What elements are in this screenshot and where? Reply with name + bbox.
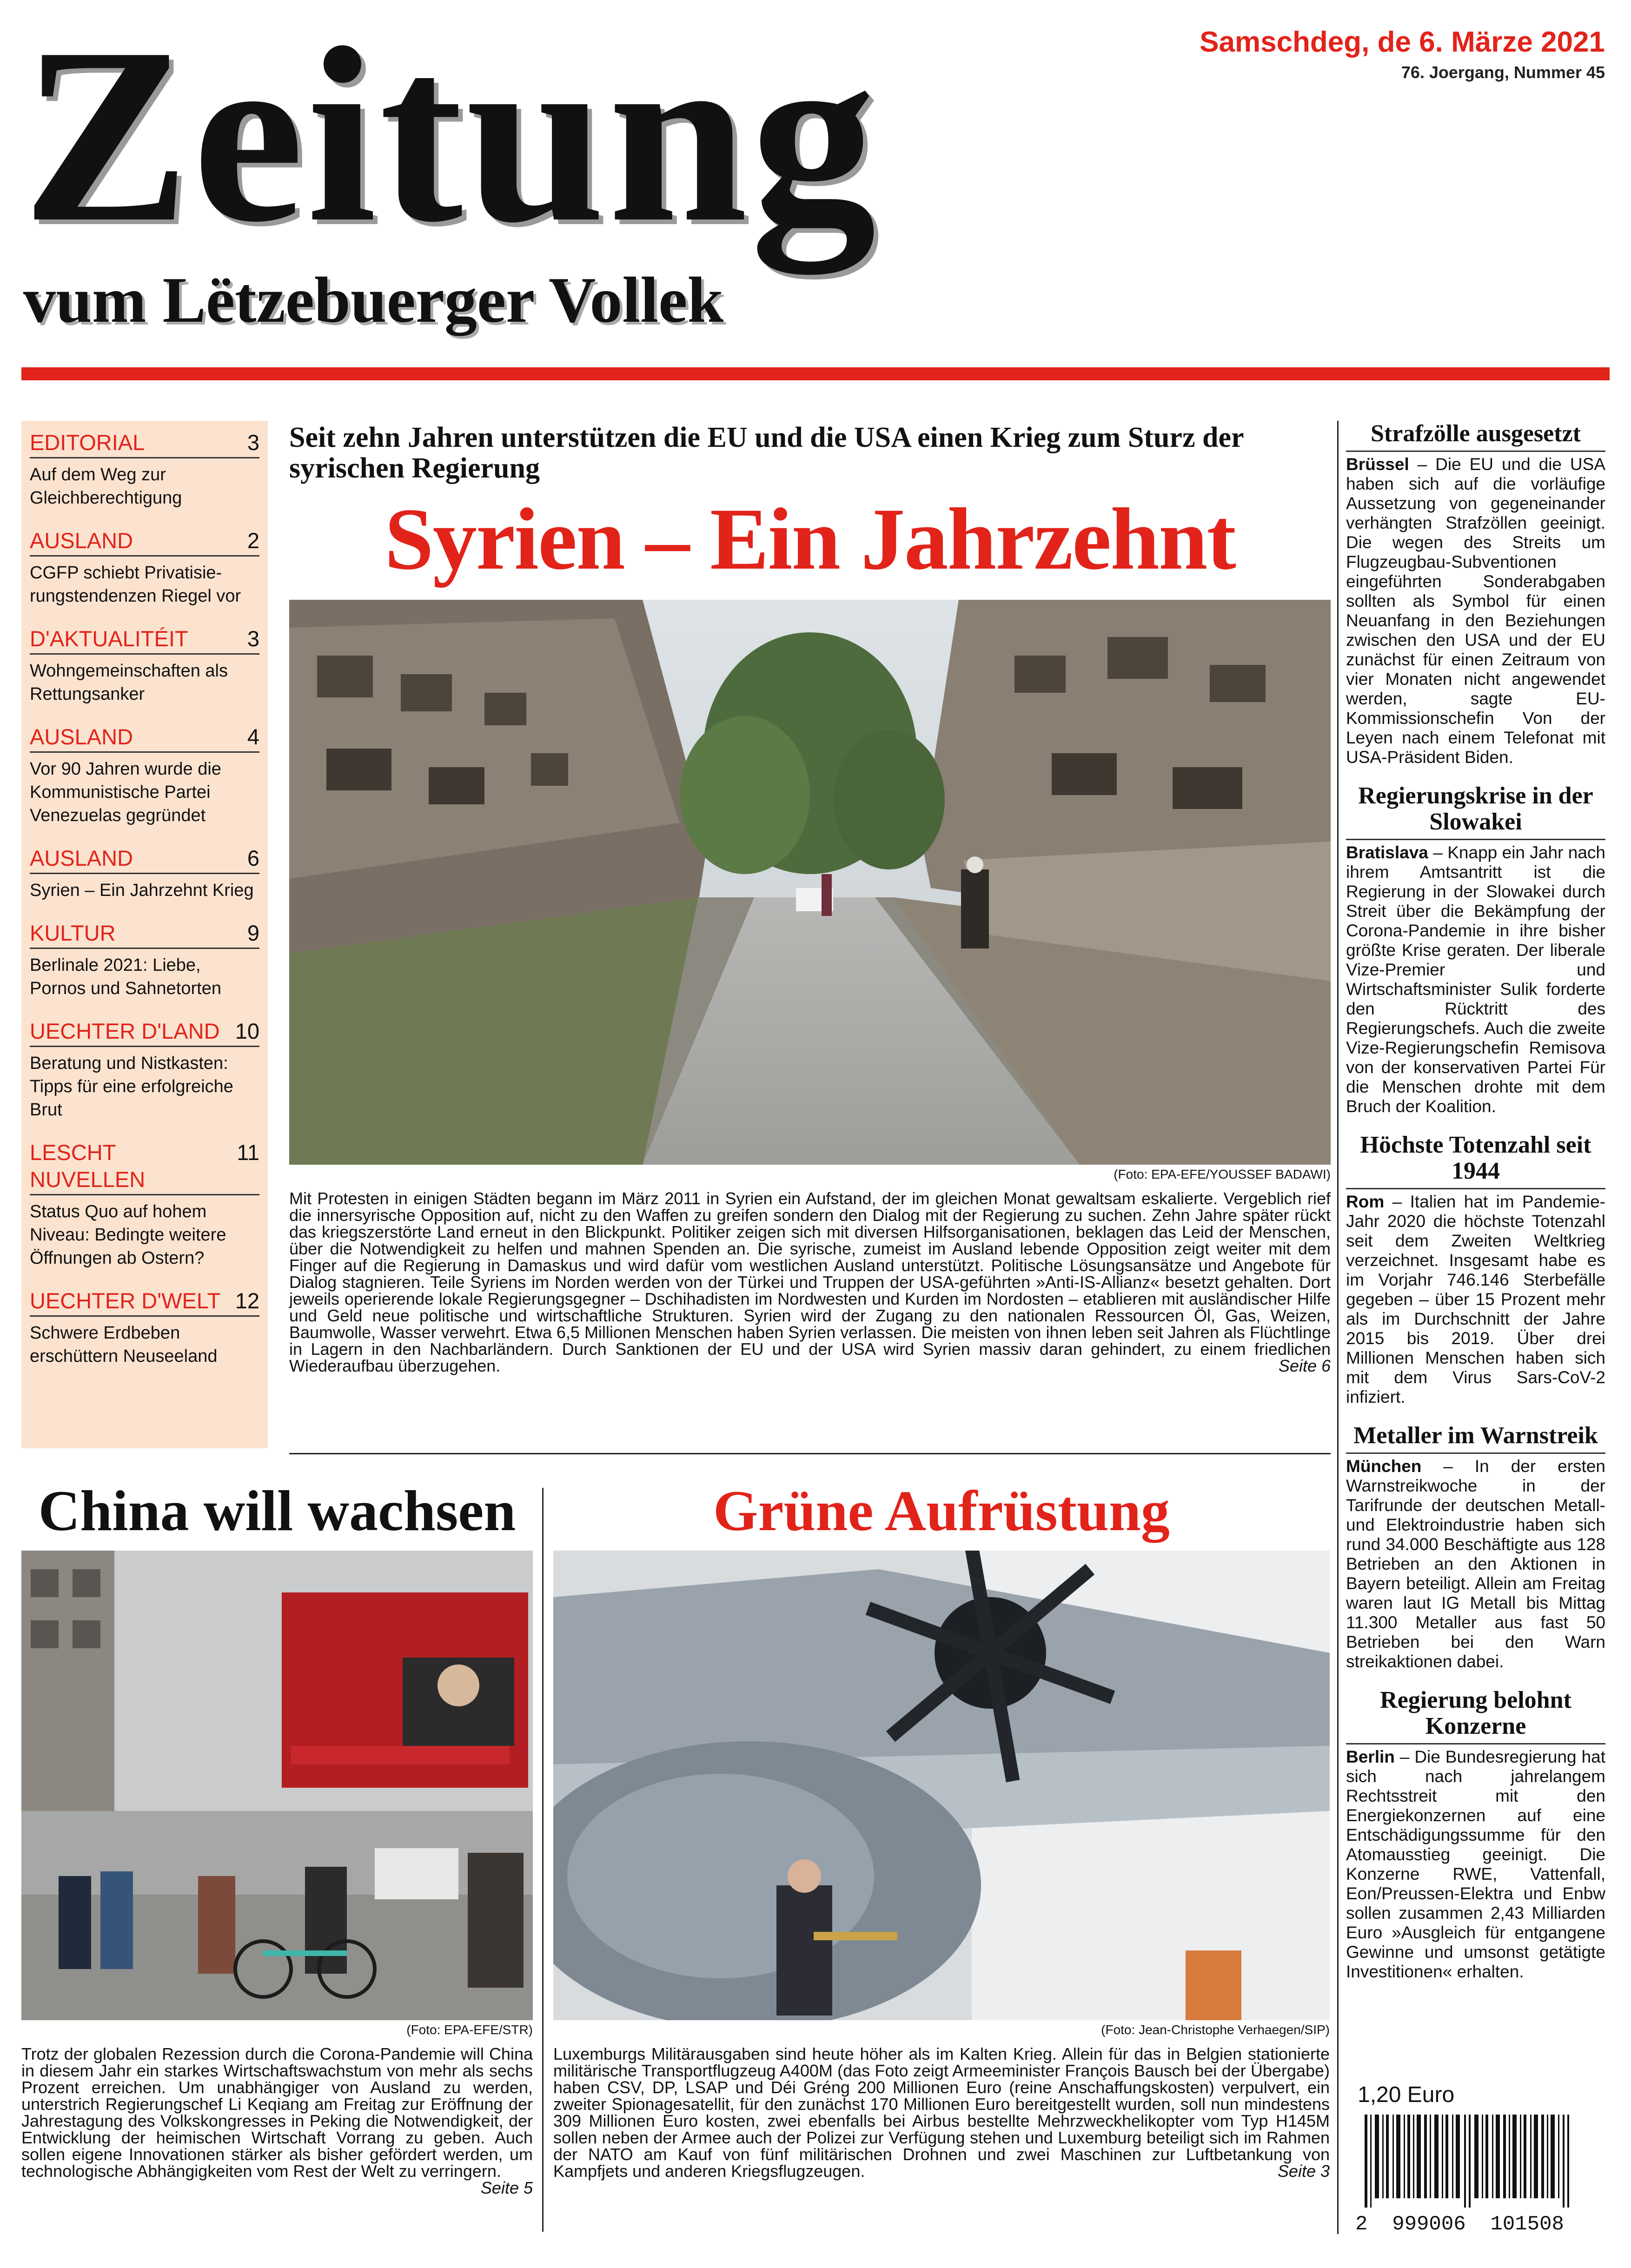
toc-section: AUSLAND bbox=[30, 528, 133, 553]
china-page-ref[interactable]: Seite 5 bbox=[480, 2178, 533, 2197]
brief bbox=[1346, 1132, 1605, 1407]
masthead-divider bbox=[21, 367, 1610, 380]
toc-text: Beratung und Nistkasten: Tipps für eine erfolgreiche Brut bbox=[30, 1054, 233, 1120]
brief bbox=[1346, 1687, 1605, 1982]
toc-page: 3 bbox=[247, 430, 259, 455]
toc-item[interactable] bbox=[30, 723, 259, 827]
toc-text: Auf dem Weg zur Gleichberechtigung bbox=[30, 465, 182, 508]
lead-photo-ruined-street bbox=[289, 600, 1331, 1165]
column-divider bbox=[1337, 421, 1339, 2234]
lead-page-ref[interactable]: Seite 6 bbox=[1278, 1356, 1331, 1375]
barcode-bars bbox=[1355, 2115, 1588, 2208]
toc-section: AUSLAND bbox=[30, 846, 133, 870]
toc-text: Schwere Erdbeben erschüttern Neuseeland bbox=[30, 1323, 218, 1366]
toc-section: UECHTER D'WELT bbox=[30, 1288, 221, 1313]
brief bbox=[1346, 783, 1605, 1116]
toc-text: Syrien – Ein Jahrzehnt Krieg bbox=[30, 881, 254, 900]
toc-item[interactable] bbox=[30, 429, 259, 510]
toc-text: CGFP schiebt Privatisierungstendenzen Riegel vor bbox=[30, 563, 241, 606]
gruen-body bbox=[553, 2046, 1330, 2180]
brief-title[interactable]: Regierung belohnt Konzerne bbox=[1346, 1687, 1605, 1744]
column-divider bbox=[542, 1488, 544, 2232]
china-body-text: Trotz der globalen Rezession durch die Corona-Pandemie will China in diesem Jahr ein starkes Wirtschaftswachstum von mehr als sechs Prozent erreichen. Um unabhängiger von Ausland zu werden, unterstrich Regierungschef Li Keqiang am Freitag zur Eröffnung der Jahrestagung des Volkskongresses in Peking die Notwendigkeit, der Entwicklung der heimischen Wirtschaft Vorrang zu geben. Auch sollen eigene Innovationen stärker als bisher gefördert werden, um technologische Abhängigkeiten vom Rest der Welt zu verringern. bbox=[21, 2044, 533, 2181]
brief-text: Brüssel – Die EU und die USA haben sich auf die vorläufige Aussetzung von gegeneinander verhängten Strafzöllen geeinigt. Die wegen des Streits um Flugzeugbau-Subventionen eingeführten Sonderabgaben sollten als Symbol für einen Neuanfang in den Beziehungen zwischen den USA und der EU zunächst für einen Zeitraum von vier Monaten nicht angewendet werden, sagte EU-Kommissionschefin Von der Leyen nach einem Telefonat mit USA-Präsident Biden. bbox=[1346, 455, 1605, 767]
section-divider bbox=[289, 1453, 1331, 1454]
toc-text: Wohngemeinschaften als Rettungsanker bbox=[30, 661, 228, 704]
toc-page: 10 bbox=[235, 1019, 259, 1043]
toc-section: D'AKTUALITÉIT bbox=[30, 626, 188, 651]
china-photo-credit: (Foto: EPA-EFE/STR) bbox=[406, 2023, 533, 2037]
lead-headline[interactable]: Syrien – Ein Jahrzehnt bbox=[385, 491, 1235, 588]
brief-title[interactable]: Strafzölle ausgesetzt bbox=[1346, 421, 1605, 452]
masthead-subtitle: vum Lëtzebuerger Vollek bbox=[23, 264, 724, 336]
brief-text: Rom – Italien hat im Pandemie-Jahr 2020 die höchste Totenzahl seit dem Zweiten Weltkrieg verzeichnet. Insgesamt habe es im Vorjahr 746.146 Sterbefälle gegeben – über 15 Prozent mehr als im Durchschnitt der Jahre 2015 bis 2019. Über drei Millionen Menschen haben sich mit dem Virus Sars-CoV-2 infiziert. bbox=[1346, 1192, 1605, 1406]
gruen-headline[interactable]: Grüne Aufrüstung bbox=[713, 1479, 1170, 1543]
gruen-page-ref[interactable]: Seite 3 bbox=[1277, 2162, 1330, 2181]
toc-page: 3 bbox=[247, 626, 259, 651]
toc-page: 6 bbox=[247, 846, 259, 870]
china-headline[interactable]: China will wachsen bbox=[38, 1479, 516, 1543]
lead-photo-credit: (Foto: EPA-EFE/YOUSSEF BADAWI) bbox=[1114, 1167, 1331, 1181]
barcode bbox=[1355, 2115, 1588, 2235]
toc-page: 12 bbox=[235, 1288, 259, 1313]
toc-section: LESCHT NUVELLEN bbox=[30, 1140, 146, 1192]
gruen-photo-credit: (Foto: Jean-Christophe Verhaegen/SIP) bbox=[1101, 2023, 1330, 2037]
toc-page: 2 bbox=[247, 528, 259, 553]
brief-title[interactable]: Metaller im Warnstreik bbox=[1346, 1423, 1605, 1454]
toc-page: 4 bbox=[247, 724, 259, 749]
gruen-body-text: Luxemburgs Militärausgaben sind heute höher als im Kalten Krieg. Allein für das in Belgien stationierte militärische Transportflugzeug A400M (das Foto zeigt Armeeminister François Bausch bei der Übergabe) haben CSV, DP, LSAP und Déi Gréng 200 Millionen Euro (reine Anschaffungskosten) verpulvert, ein zweiter Spionagesatellit, für den zunächst 170 Millionen Euro bereitgestellt wurden, soll nun mindestens 309 Millionen Euro kosten, zwei ebenfalls bei Airbus bestellte Mehrzweckhelikopter vom Typ H145M sollen neben der Armee auch der Polizei zur Verfügung stehen und Luxemburg beteiligt sich im Rahmen der NATO am Kauf von fünf militärischen Drohnen und zwei Maschinen zur Luftbetankung von Kampfjets und anderen Kriegsflugzeugen. bbox=[553, 2044, 1330, 2181]
toc-section: KULTUR bbox=[30, 921, 116, 945]
brief-title[interactable]: Regierungskrise in der Slowakei bbox=[1346, 783, 1605, 840]
china-photo-street bbox=[21, 1551, 533, 2020]
brief bbox=[1346, 1423, 1605, 1671]
toc-item[interactable] bbox=[30, 1287, 259, 1368]
barcode-digits: 2 999006 101508 bbox=[1355, 2213, 1564, 2236]
toc-section: UECHTER D'LAND bbox=[30, 1019, 220, 1043]
news-briefs bbox=[1346, 421, 1605, 1997]
toc-item[interactable] bbox=[30, 920, 259, 1000]
gruen-photo-aircraft bbox=[553, 1551, 1330, 2020]
brief bbox=[1346, 421, 1605, 767]
toc-section: EDITORIAL bbox=[30, 430, 145, 455]
toc-text: Vor 90 Jahren wurde die Kommunistische Partei Venezuelas gegründet bbox=[30, 759, 221, 825]
issue-date: Samschdeg, de 6. Märze 2021 bbox=[1200, 26, 1605, 58]
lead-kicker: Seit zehn Jahren unterstützen die EU und die USA einen Krieg zum Sturz der syrischen Regierung bbox=[289, 422, 1244, 484]
price: 1,20 Euro bbox=[1358, 2082, 1455, 2107]
toc-page: 11 bbox=[237, 1140, 259, 1165]
brief-text: Bratislava – Knapp ein Jahr nach ihrem Amtsantritt ist die Regierung in der Slowakei durch Streit über die Bekämpfung der Corona-Pandemie in ihre bisher größte Krise geraten. Der liberale Vize-Premier und Wirtschaftsminister Sulik forderte den Rücktritt des Regierungschefs. Auch die zweite Vize-Regierungschefin Remisova von der konservativen Partei Für die Menschen drohte mit dem Bruch der Koalition. bbox=[1346, 843, 1605, 1116]
toc-page: 9 bbox=[247, 921, 259, 945]
toc-text: Status Quo auf hohem Niveau: Bedingte weitere Öffnungen ab Ostern? bbox=[30, 1202, 226, 1268]
table-of-contents bbox=[21, 421, 268, 1448]
toc-item[interactable] bbox=[30, 1018, 259, 1121]
issue-number: 76. Joergang, Nummer 45 bbox=[1401, 63, 1605, 82]
toc-section: AUSLAND bbox=[30, 724, 133, 749]
toc-item[interactable] bbox=[30, 527, 259, 608]
toc-item[interactable] bbox=[30, 845, 259, 902]
lead-body bbox=[289, 1190, 1331, 1374]
toc-item[interactable] bbox=[30, 1139, 259, 1270]
toc-item[interactable] bbox=[30, 625, 259, 706]
brief-text: München – In der ersten Warnstreikwoche in der Tarifrunde der deutschen Metall- und Elektroindustrie haben sich rund 34.000 Beschäftigte aus 128 Betrieben an den Aktionen in Bayern beteiligt. Allein am Freitag waren laut IG Metall bis Mittag 11.300 Metaller aus fast 50 Betrieben bei den Warn streikaktionen dabei. bbox=[1346, 1457, 1605, 1671]
china-body bbox=[21, 2046, 533, 2196]
brief-text: Berlin – Die Bundesregierung hat sich nach jahrelangem Rechtsstreit mit den Energiekonzernen auf eine Entschädigungssumme für den Atomausstieg geeinigt. Die Konzerne RWE, Vattenfall, Eon/Preussen-Elektra und Enbw sollen zusammen 2,43 Milliarden Euro »Ausgleich für entgangene Gewinne und umsonst getätigte Investitionen« erhalten. bbox=[1346, 1747, 1605, 1981]
toc-text: Berlinale 2021: Liebe, Pornos und Sahnetorten bbox=[30, 955, 221, 998]
lead-body-text: Mit Protesten in einigen Städten begann im März 2011 in Syrien ein Aufstand, der im gleichen Monat gewaltsam eskalierte. Vergeblich rief die innersyrische Opposition auf, nicht zu den Waffen zu greifen sondern den Dialog mit der Regierung zu suchen. Zehn Jahre später rückt das kriegszerstörte Land erneut in den Blickpunkt. Politiker zeigen sich mit diversen Hilfsorganisationen, beklagen das Leid der Menschen, über die Notwendigkeit zu helfen und mahnen Spenden an. Die syrische, zumeist im Ausland lebende Opposition zeigt weiter mit dem Finger auf die Regierung in Damaskus und wird dafür vom westlichen Ausland unterstützt. Politische Lösungsansätze und Angebote für Dialog stagnieren. Teile Syriens im Norden werden von der Türkei und Truppen der USA-geführten »Anti-IS-Allianz« besetzt gehalten. Dort jeweils operierende lokale Regierungsgegner – Dschihadisten im Nordwesten und Kurden im Nordosten – etablieren mit ausländischer Hilfe und Geld neue politische und wirtschaftliche Strukturen. Syrien wird der Zugang zu den nationalen Ressourcen Öl, Gas, Weizen, Baumwolle, Wasser verwehrt. Etwa 6,5 Millionen Menschen haben Syrien verlassen. Die meisten von ihnen leben seit Jahren als Flüchtlinge in Lagern in den Nachbarländern. Durch Sanktionen der EU und der USA wird Syrien massiv daran gehindert, zu einem friedlichen Wiederaufbau überzugehen. bbox=[289, 1189, 1331, 1375]
masthead-title: Zeitung bbox=[22, 0, 879, 274]
brief-title[interactable]: Höchste Totenzahl seit 1944 bbox=[1346, 1132, 1605, 1189]
